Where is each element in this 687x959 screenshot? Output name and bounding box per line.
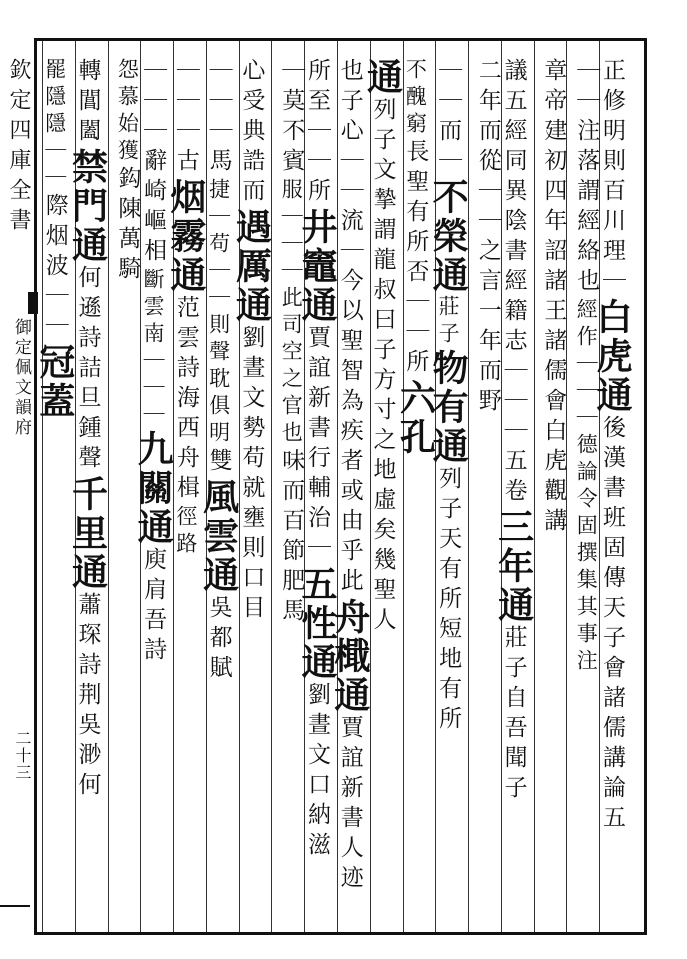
body-text: ｜｜	[474, 178, 501, 238]
body-text: ｜｜｜辭崎嶇相	[140, 58, 167, 268]
entry-headword: 白虎通	[590, 298, 633, 415]
entry-headword: 五性通	[295, 565, 338, 682]
entry-headword: 不榮通	[427, 178, 470, 295]
commentary-text: 罷隱隱｜｜	[42, 58, 67, 193]
entry-headword: 禁門通	[66, 148, 109, 265]
commentary-text: 經作｜｜｜德論令固撰集其事注	[574, 298, 599, 676]
text-column	[132, 58, 175, 667]
text-column	[570, 58, 600, 676]
body-text: 議五經同異陰書經籍志｜｜｜五卷	[500, 58, 527, 508]
entry-headword: 物有通	[427, 349, 470, 466]
text-column	[328, 58, 371, 895]
entry-headword: 井竈通	[295, 208, 338, 325]
entry-headword: 舟檝通	[328, 598, 371, 715]
body-text: 雙	[205, 448, 232, 478]
entry-headword: 通	[361, 58, 404, 97]
body-text: 際烟波｜｜	[41, 193, 68, 343]
text-column	[33, 58, 76, 421]
commentary-text: 不醜窮	[403, 58, 428, 139]
commentary-text: 服｜｜｜此司空之官也	[279, 178, 304, 448]
body-text: 也子心｜｜流｜今以聖智為疾者或由乎此	[336, 58, 363, 598]
body-text: ｜｜而｜	[435, 58, 462, 178]
page-number: 二十三	[13, 730, 32, 781]
entry-headword: 冠蓋	[33, 343, 76, 421]
body-text: 轉閶闔	[74, 58, 101, 148]
body-text: 長聖有所否｜｜所	[402, 139, 429, 379]
text-column	[394, 58, 437, 457]
body-text: 庾肩吾詩	[140, 547, 167, 667]
body-text: ｜莫不賓	[278, 58, 305, 178]
margin-rule	[0, 905, 30, 907]
commentary-text: 莊子	[436, 295, 461, 349]
body-text: 所至｜｜所	[303, 58, 330, 208]
body-text: 列子天有所短地有所	[435, 466, 462, 736]
entry-headword: 三年通	[492, 508, 535, 625]
text-column	[197, 58, 240, 685]
body-text: 劉晝文口納滋	[303, 682, 330, 862]
body-text: 味而百節肥馬	[278, 448, 305, 628]
body-text: ｜｜注落謂經絡也	[573, 58, 600, 298]
entry-headword: 風雲通	[197, 478, 240, 595]
column-rule	[271, 41, 272, 932]
body-text: 劉晝文勢苟就壅則口目	[238, 325, 265, 625]
text-column	[230, 58, 273, 625]
body-text: 吳都賦	[205, 595, 232, 685]
body-text: 賈誼新書行輔治｜	[303, 325, 330, 565]
entry-headword: 九關通	[132, 430, 175, 547]
text-column	[164, 58, 207, 559]
commentary-text: 斷雲南｜｜｜	[141, 268, 166, 430]
text-column	[538, 58, 565, 538]
text-column	[275, 58, 305, 628]
entry-headword: 千里通	[66, 475, 109, 592]
body-text: 二年而從	[474, 58, 501, 178]
body-text: ｜｜｜古	[172, 58, 199, 178]
body-text: 列子文摯謂龍叔曰子方寸之地虛矣幾聖人	[369, 97, 396, 637]
commentary-text: 怨慕始獲	[115, 58, 140, 166]
body-text: 蕭琛詩荆吳渺何	[74, 592, 101, 802]
text-column	[361, 58, 404, 637]
body-text: 心受典誥而	[238, 58, 265, 208]
body-text: 後漢書班固傳天子會諸儒講論五	[598, 415, 625, 835]
body-text: 之言一年而野	[474, 238, 501, 418]
body-text: 正修明則百川理｜	[598, 58, 625, 298]
text-column	[590, 58, 633, 835]
entry-headword: 烟霧通	[164, 178, 207, 295]
text-column	[295, 58, 338, 862]
body-text: 章帝建初四年詔諸王諸儒會白虎觀講	[540, 58, 567, 538]
book-series-title: 欽定四庫全書	[6, 58, 31, 238]
column-rule	[468, 41, 469, 932]
column-rule	[534, 41, 535, 932]
text-column	[112, 58, 139, 286]
text-column	[492, 58, 535, 805]
text-column	[472, 58, 499, 418]
entry-headword: 六孔	[394, 379, 437, 457]
body-text: 何遜詩詰旦鍾聲	[74, 265, 101, 475]
column-rule	[566, 41, 567, 932]
book-title: 御定佩文韻府	[11, 318, 31, 438]
body-text: ｜｜｜馬	[205, 58, 232, 178]
body-text: 賈誼新書人迹	[336, 715, 363, 895]
body-text: 鈎陳萬騎	[114, 166, 141, 286]
commentary-text: 捷｜苟｜｜則聲耽俱明	[206, 178, 231, 448]
body-text: 莊子自吾聞子	[500, 625, 527, 805]
text-column	[427, 58, 470, 736]
text-column	[66, 58, 109, 802]
body-text: 范雲詩海西舟楫	[172, 295, 199, 505]
commentary-text: 徑路	[173, 505, 198, 559]
entry-headword: 遇厲通	[230, 208, 273, 325]
